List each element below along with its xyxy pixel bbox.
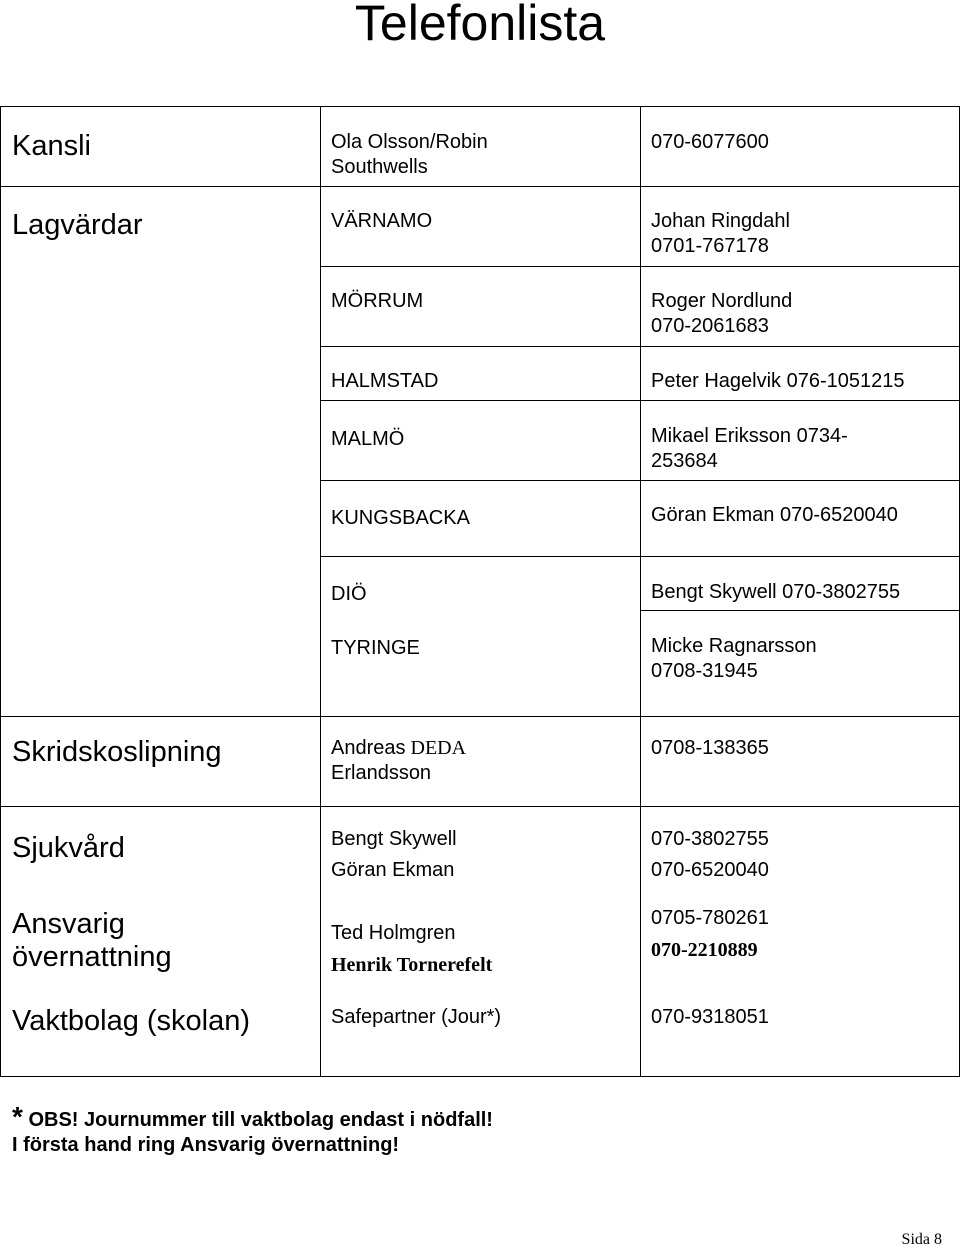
phone-number: 070-3802755 (651, 828, 769, 850)
table-border-top (0, 106, 960, 107)
team-name: KUNGSBACKA (331, 507, 470, 529)
row-divider (320, 400, 960, 401)
phone-number: 0705-780261 (651, 907, 769, 929)
note-ansvarig: I första hand ring Ansvarig övernattning! (12, 1134, 400, 1156)
phone-number: 070-9318051 (651, 1006, 769, 1028)
table-border-bottom (0, 1076, 960, 1077)
team-name: MÖRRUM (331, 290, 424, 312)
asterisk-icon: * (12, 1101, 23, 1132)
team-name: HALMSTAD (331, 370, 439, 392)
contact-name: Bengt Skywell (331, 828, 457, 850)
row-divider (320, 266, 960, 267)
contact-name: Göran Ekman (331, 859, 455, 881)
team-contact: 070-2061683 (651, 315, 769, 337)
team-contact: Göran Ekman 070-6520040 (651, 504, 898, 526)
contact-name: Henrik Tornerefelt (331, 954, 493, 976)
section-label-sjukvard: Sjukvård (12, 832, 125, 864)
contact-name: Safepartner (Jour*) (331, 1006, 502, 1028)
team-name: VÄRNAMO (331, 210, 433, 232)
row-divider (0, 186, 960, 187)
column-divider-2 (640, 106, 641, 1076)
contact-first-name: Andreas (331, 737, 406, 759)
section-label-skridskoslipning: Skridskoslipning (12, 736, 222, 768)
team-contact: 0708-31945 (651, 660, 758, 682)
team-name: MALMÖ (331, 428, 405, 450)
phone-number: 0708-138365 (651, 737, 769, 759)
team-contact: Peter Hagelvik 076-1051215 (651, 370, 905, 392)
section-label-vaktbolag: Vaktbolag (skolan) (12, 1005, 251, 1037)
contact-nickname: DEDA (405, 737, 470, 759)
section-label-lagvardar: Lagvärdar (12, 209, 143, 241)
team-name: DIÖ (331, 583, 367, 605)
team-name: TYRINGE (331, 637, 420, 659)
row-divider (640, 610, 960, 611)
note-obs-text: OBS! Journummer till vaktbolag endast i nödfall! (22, 1109, 493, 1131)
team-contact: Micke Ragnarsson (651, 635, 817, 657)
contact-name: Southwells (331, 156, 428, 178)
row-divider (320, 480, 960, 481)
contact-name: Ola Olsson/Robin (331, 131, 488, 153)
note-obs (12, 1101, 493, 1133)
team-contact: Bengt Skywell 070-3802755 (651, 581, 901, 603)
row-divider (0, 806, 960, 807)
row-divider (320, 556, 960, 557)
page-title: Telefonlista (354, 0, 606, 51)
contact-name (331, 736, 470, 761)
contact-name: Erlandsson (331, 762, 432, 784)
phone-number: 070-6520040 (651, 859, 769, 881)
row-divider (320, 346, 960, 347)
team-contact: Mikael Eriksson 0734- (651, 425, 848, 447)
section-label-kansli: Kansli (12, 130, 91, 162)
contact-name: Ted Holmgren (331, 922, 456, 944)
table-border-left (0, 106, 1, 1076)
team-contact: Johan Ringdahl (651, 210, 790, 232)
page-number: Sida 8 (901, 1231, 942, 1248)
team-contact: Roger Nordlund (651, 290, 793, 312)
team-contact: 253684 (651, 450, 718, 472)
section-label-ansvarig: Ansvarig (12, 908, 125, 940)
section-label-ansvarig: övernattning (12, 941, 172, 973)
team-contact: 0701-767178 (651, 235, 769, 257)
phone-number: 070-6077600 (651, 131, 769, 153)
column-divider-1 (320, 106, 321, 1076)
phone-number: 070-2210889 (651, 939, 758, 961)
row-divider (0, 716, 960, 717)
